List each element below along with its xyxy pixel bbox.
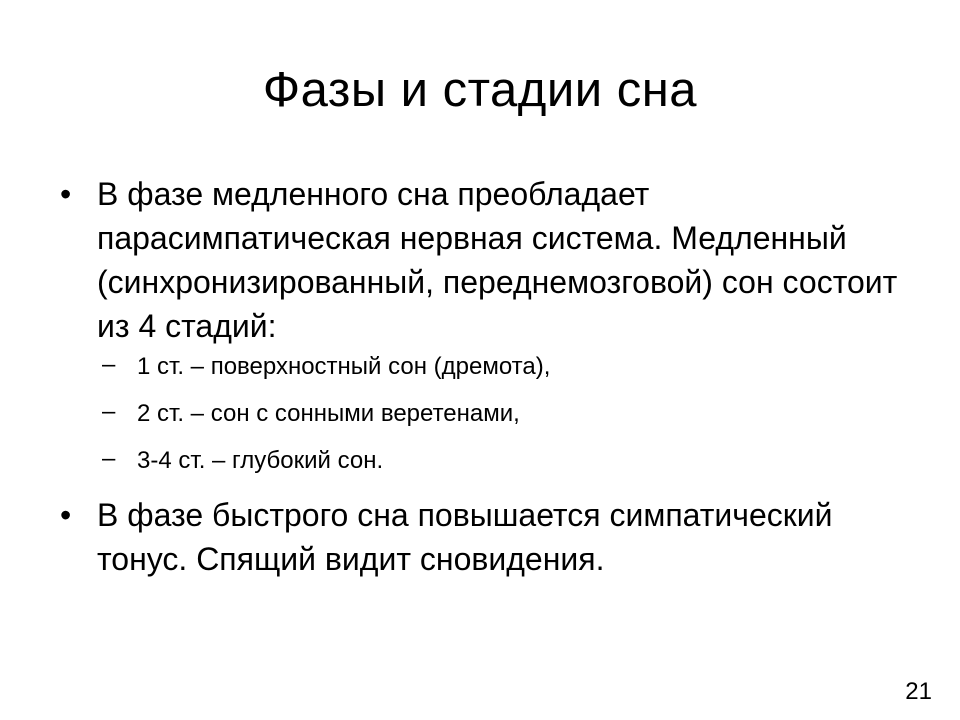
bullet-item <box>60 172 920 348</box>
sub-item <box>60 446 920 475</box>
bullet-marker: • <box>60 497 72 533</box>
dash-marker: – <box>102 398 116 425</box>
bullet-item <box>60 493 920 581</box>
slide-title: Фазы и стадии сна <box>262 63 698 117</box>
dash-marker: – <box>102 351 116 378</box>
bullet-text: В фазе медленного сна преобладает парасимпатическая нервная система. Медленный (синхронизированный, переднемозговой) сон состоит из 4 стадий: <box>97 176 898 344</box>
page-number: 21 <box>905 678 932 705</box>
bullet-text: В фазе быстрого сна повышается симпатический тонус. Спящий видит сновидения. <box>97 497 833 577</box>
sub-item <box>60 399 920 428</box>
dash-marker: – <box>102 445 116 472</box>
sub-item-text: 3-4 ст. – глубокий сон. <box>137 447 384 474</box>
sub-item-text: 1 ст. – поверхностный сон (дремота), <box>137 353 551 380</box>
bullet-marker: • <box>60 176 72 212</box>
sub-item <box>60 352 920 381</box>
slide-body <box>60 172 920 581</box>
sub-list <box>60 352 920 475</box>
sub-item-text: 2 ст. – сон с сонными веретенами, <box>137 400 520 427</box>
